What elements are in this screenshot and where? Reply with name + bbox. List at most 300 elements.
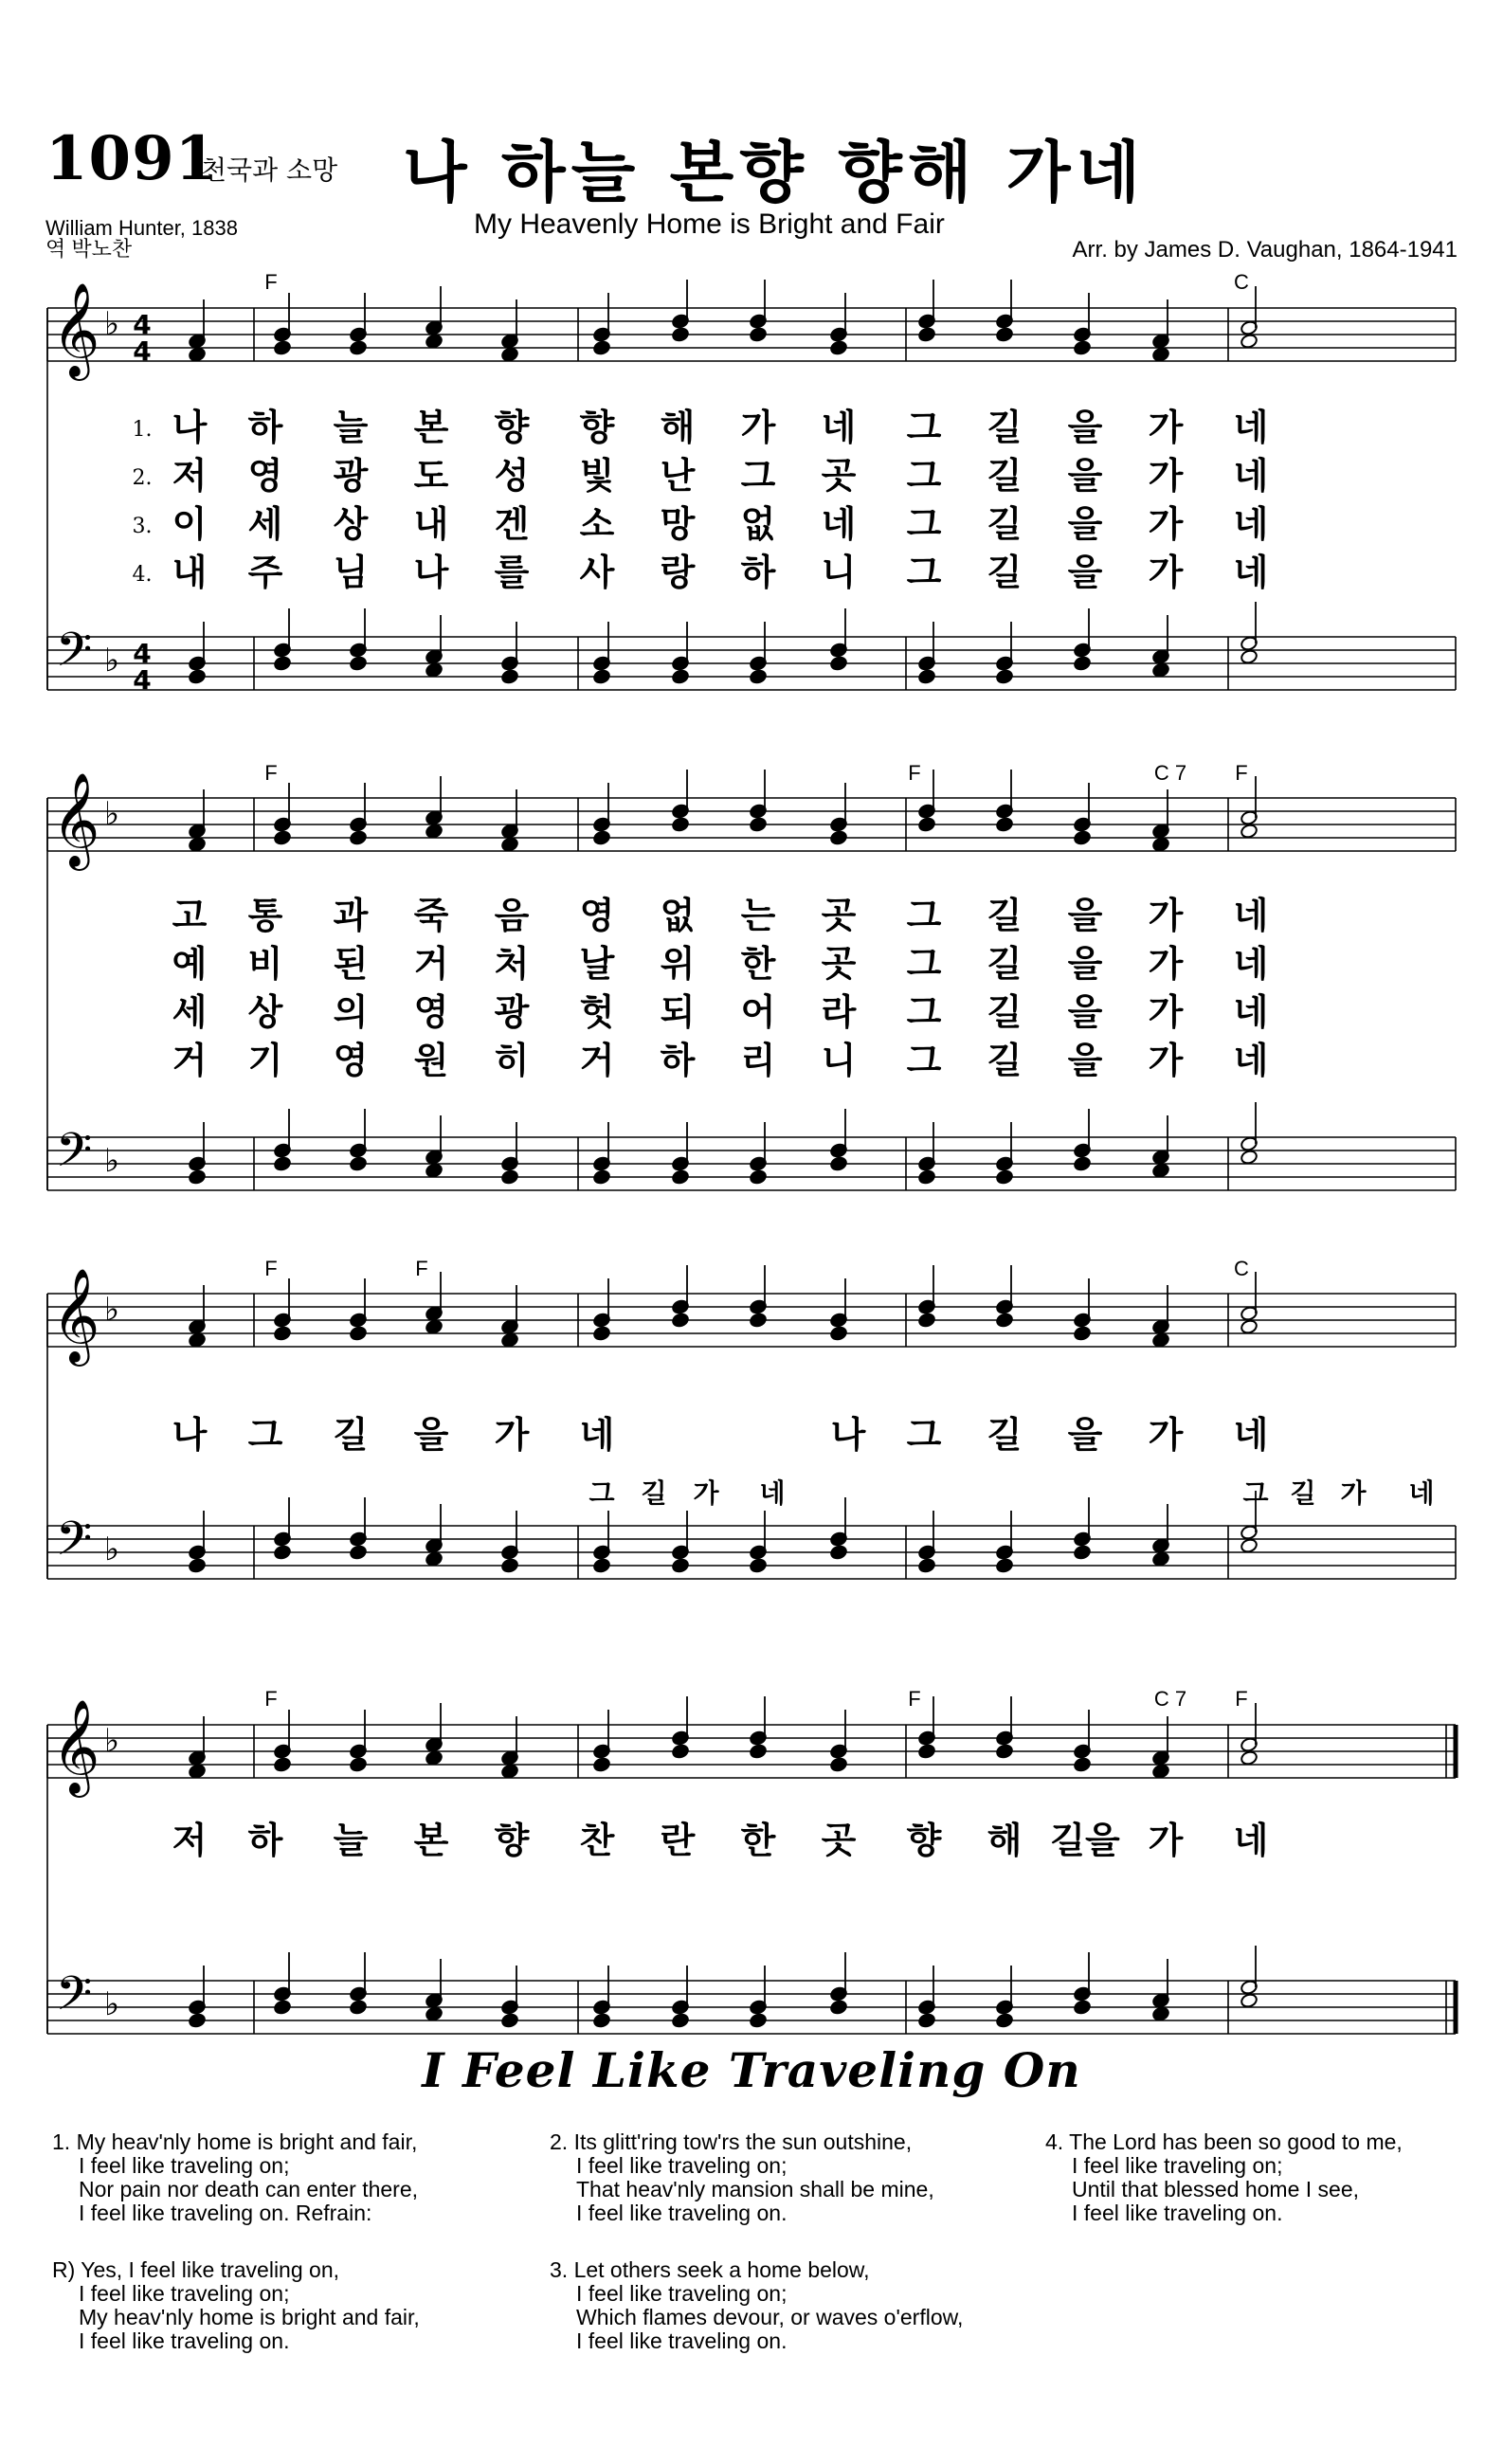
- notehead: [1240, 649, 1258, 665]
- time-signature: 4: [133, 664, 152, 696]
- lyric-syllable: 없: [740, 503, 776, 545]
- lyric-syllable: 랑: [660, 552, 696, 593]
- notehead: [188, 837, 206, 853]
- lyric-syllable: 되: [660, 991, 696, 1033]
- chord-symbol: F: [1235, 761, 1248, 785]
- lyric-syllable: 그: [906, 503, 942, 545]
- lyric-syllable: 그: [247, 1414, 283, 1456]
- lyric-syllable: 본: [413, 1820, 449, 1861]
- lyric-syllable: 을: [1067, 943, 1103, 985]
- notehead: [995, 2013, 1013, 2029]
- key-flat-icon: ♭: [103, 305, 120, 343]
- notehead: [749, 1313, 767, 1329]
- treble-clef-icon: 𝄞: [51, 1699, 100, 1794]
- notehead: [917, 1558, 935, 1574]
- echo-syllable: 가: [1340, 1477, 1367, 1509]
- lyric-syllable: 원: [413, 1040, 449, 1081]
- notehead: [1151, 1163, 1169, 1179]
- lyric-syllable: 사: [579, 552, 615, 593]
- notehead: [349, 830, 367, 846]
- notehead: [349, 1156, 367, 1172]
- verse-number: 1.: [132, 418, 153, 442]
- lyric-syllable: 을: [1067, 552, 1103, 593]
- hymn-title: 나 하늘 본향 향해 가네: [403, 134, 1147, 211]
- verse-line: I feel like traveling on.: [79, 2328, 290, 2353]
- lyric-syllable: 네: [1233, 991, 1269, 1033]
- verse-line: I feel like traveling on. Refrain:: [79, 2201, 372, 2225]
- verse-line: 2. Its glitt'ring tow'rs the sun outshine,: [550, 2129, 913, 2154]
- verse-line: Nor pain nor death can enter there,: [79, 2177, 419, 2201]
- notehead: [917, 327, 935, 343]
- lyric-syllable: 가: [1148, 552, 1184, 593]
- lyric-syllable: 소: [579, 503, 615, 545]
- lyric-syllable: 네: [1233, 503, 1269, 545]
- lyric-syllable: 곳: [821, 943, 857, 985]
- notehead: [592, 1558, 610, 1574]
- time-signature: 4: [133, 335, 152, 367]
- lyric-syllable: 통: [247, 895, 283, 936]
- lyric-syllable: 고: [172, 895, 208, 936]
- lyric-syllable: 가: [1148, 407, 1184, 448]
- lyric-syllable: 길: [333, 1414, 369, 1456]
- lyric-syllable: 그: [906, 1040, 942, 1081]
- verse-line: I feel like traveling on.: [1072, 2201, 1283, 2225]
- notehead: [1151, 662, 1169, 679]
- verse-line: I feel like traveling on;: [1072, 2153, 1283, 2178]
- notehead: [425, 1551, 443, 1567]
- lyric-syllable: 는: [740, 895, 776, 936]
- notehead: [349, 1545, 367, 1561]
- notehead: [425, 2006, 443, 2022]
- lyric-syllable: 어: [740, 991, 776, 1033]
- notehead: [1240, 1993, 1258, 2009]
- lyric-syllable: 리: [740, 1040, 776, 1081]
- lyric-syllable: 가: [1148, 943, 1184, 985]
- lyric-syllable: 세: [247, 503, 283, 545]
- notehead: [592, 340, 610, 356]
- lyric-syllable: 그: [906, 455, 942, 497]
- lyric-syllable: 을: [1067, 895, 1103, 936]
- lyric-syllable: 예: [172, 943, 208, 985]
- lyric-syllable: 날: [579, 943, 615, 985]
- lyric-syllable: 를: [494, 552, 530, 593]
- author: William Hunter, 1838: [45, 216, 238, 240]
- notehead: [500, 1332, 518, 1349]
- lyric-syllable: 그: [906, 991, 942, 1033]
- lyric-syllable: 나: [172, 1414, 208, 1456]
- lyric-syllable: 가: [1148, 1820, 1184, 1861]
- verse-line: 1. My heav'nly home is bright and fair,: [52, 2129, 418, 2154]
- verse-line: Until that blessed home I see,: [1072, 2177, 1359, 2201]
- lyric-syllable: 세: [172, 991, 208, 1033]
- notehead: [829, 1326, 847, 1342]
- notehead: [1240, 1319, 1258, 1335]
- verse-line: My heav'nly home is bright and fair,: [79, 2305, 420, 2329]
- lyric-syllable: 나: [830, 1414, 866, 1456]
- notehead: [500, 669, 518, 685]
- lyric-syllable: 가: [1148, 503, 1184, 545]
- lyric-syllable: 본: [413, 407, 449, 448]
- notehead: [188, 669, 206, 685]
- translator: 역 박노찬: [45, 237, 133, 261]
- notehead: [995, 817, 1013, 833]
- verse-line: I feel like traveling on;: [79, 2281, 290, 2306]
- notehead: [1240, 1538, 1258, 1554]
- lyric-syllable: 저: [172, 1820, 208, 1861]
- notehead: [273, 1156, 291, 1172]
- bass-clef-icon: 𝄢: [55, 1123, 93, 1189]
- lyric-syllable: 길: [987, 991, 1023, 1033]
- verse-4: [1045, 2130, 1403, 2225]
- lyric-syllable: 길: [987, 407, 1023, 448]
- lyric-syllable: 주: [247, 552, 283, 593]
- notehead: [829, 1757, 847, 1773]
- lyric-syllable: 을: [1067, 1414, 1103, 1456]
- lyric-syllable: 향: [579, 407, 615, 448]
- notehead: [1240, 1750, 1258, 1766]
- notehead: [749, 2013, 767, 2029]
- notehead: [995, 1558, 1013, 1574]
- lyric-syllable: 네: [821, 503, 857, 545]
- chord-symbol: F: [264, 1687, 278, 1711]
- lyric-syllable: 네: [1233, 552, 1269, 593]
- time-signature: 4: [133, 309, 152, 340]
- lyric-syllable: 성: [494, 455, 530, 497]
- lyric-syllable: 영: [333, 1040, 369, 1081]
- echo-syllable: 길: [1290, 1477, 1316, 1509]
- lyric-syllable: 그: [906, 943, 942, 985]
- lyric-syllable: 한: [740, 1820, 776, 1861]
- notehead: [671, 1744, 689, 1760]
- verse-line: 4. The Lord has been so good to me,: [1045, 2129, 1403, 2154]
- notehead: [273, 1757, 291, 1773]
- treble-clef-icon: 𝄞: [51, 1268, 100, 1363]
- lyric-syllable: 나: [172, 407, 208, 448]
- lyric-syllable: 빛: [579, 455, 615, 497]
- lyric-syllable: 거: [172, 1040, 208, 1081]
- lyric-syllable: 없: [660, 895, 696, 936]
- lyric-syllable: 니: [821, 552, 857, 593]
- lyric-syllable: 그: [906, 407, 942, 448]
- notehead: [1151, 2006, 1169, 2022]
- notehead: [349, 1757, 367, 1773]
- lyric-syllable: 히: [494, 1040, 530, 1081]
- lyric-syllable: 네: [1233, 1040, 1269, 1081]
- lyric-syllable: 된: [333, 943, 369, 985]
- notehead: [671, 669, 689, 685]
- notehead: [829, 656, 847, 672]
- time-signature: 4: [133, 638, 152, 669]
- notehead: [917, 1744, 935, 1760]
- verse-3: [550, 2258, 963, 2353]
- lyric-syllable: 길: [987, 455, 1023, 497]
- notehead: [188, 2013, 206, 2029]
- lyric-syllable: 니: [821, 1040, 857, 1081]
- notehead: [749, 1744, 767, 1760]
- notehead: [500, 1558, 518, 1574]
- notehead: [1151, 1764, 1169, 1780]
- lyric-syllable: 늘: [333, 1820, 369, 1861]
- notehead: [1073, 2000, 1091, 2016]
- verse-number: 3.: [132, 515, 153, 538]
- notehead: [592, 2013, 610, 2029]
- lyric-syllable: 네: [821, 407, 857, 448]
- notehead: [671, 817, 689, 833]
- notehead: [671, 2013, 689, 2029]
- key-flat-icon: ♭: [103, 1985, 120, 2023]
- lyric-syllable: 을: [1067, 503, 1103, 545]
- verse-line: I feel like traveling on.: [576, 2201, 788, 2225]
- chord-symbol: F: [264, 270, 278, 294]
- lyric-syllable: 헛: [579, 991, 615, 1033]
- notehead: [1151, 347, 1169, 363]
- lyric-syllable: 나: [413, 552, 449, 593]
- lyric-syllable: 위: [660, 943, 696, 985]
- lyric-syllable: 하: [247, 1820, 283, 1861]
- lyric-syllable: 이: [172, 503, 208, 545]
- lyric-syllable: 곳: [821, 455, 857, 497]
- notehead: [273, 1326, 291, 1342]
- notehead: [500, 1169, 518, 1186]
- verse-number: 2.: [132, 466, 153, 490]
- lyric-syllable: 길: [987, 552, 1023, 593]
- lyric-syllable: 가: [740, 407, 776, 448]
- lyric-syllable: 하: [740, 552, 776, 593]
- notehead: [749, 327, 767, 343]
- lyric-syllable: 곳: [821, 895, 857, 936]
- refrain: [52, 2258, 420, 2353]
- chord-symbol: F: [264, 761, 278, 785]
- lyric-syllable: 내: [413, 503, 449, 545]
- key-flat-icon: ♭: [103, 1142, 120, 1180]
- chord-symbol: C 7: [1153, 1687, 1187, 1711]
- lyric-syllable: 처: [494, 943, 530, 985]
- notehead: [1240, 824, 1258, 840]
- lyric-syllable: 늘: [333, 407, 369, 448]
- bass-clef-icon: 𝄢: [55, 623, 93, 689]
- notehead: [829, 2000, 847, 2016]
- notehead: [425, 824, 443, 840]
- verse-line: That heav'nly mansion shall be mine,: [576, 2177, 934, 2201]
- notehead: [349, 2000, 367, 2016]
- lyric-syllable: 란: [660, 1820, 696, 1861]
- notehead: [425, 334, 443, 350]
- notehead: [273, 656, 291, 672]
- notehead: [829, 1156, 847, 1172]
- lyric-syllable: 의: [333, 991, 369, 1033]
- lyric-syllable: 그: [906, 1414, 942, 1456]
- key-flat-icon: ♭: [103, 642, 120, 679]
- notehead: [349, 656, 367, 672]
- lyric-syllable: 거: [579, 1040, 615, 1081]
- notehead: [1073, 340, 1091, 356]
- lyric-syllable: 가: [1148, 1040, 1184, 1081]
- lyric-syllable: 길: [987, 1040, 1023, 1081]
- lyric-syllable: 도: [413, 455, 449, 497]
- lyric-syllable: 님: [333, 552, 369, 593]
- notehead: [749, 817, 767, 833]
- notehead: [349, 340, 367, 356]
- echo-syllable: 그: [1242, 1477, 1269, 1509]
- lyric-syllable: 길: [987, 943, 1023, 985]
- notehead: [1240, 334, 1258, 350]
- notehead: [995, 1169, 1013, 1186]
- lyric-syllable: 겐: [494, 503, 530, 545]
- lyric-syllable: 해: [660, 407, 696, 448]
- notehead: [500, 2013, 518, 2029]
- lyric-syllable: 을: [413, 1414, 449, 1456]
- hymn-subtitle: My Heavenly Home is Bright and Fair: [474, 208, 945, 240]
- notehead: [995, 327, 1013, 343]
- lyric-syllable: 향: [494, 1820, 530, 1861]
- notehead: [917, 817, 935, 833]
- chord-symbol: F: [415, 1257, 428, 1280]
- notehead: [1240, 1150, 1258, 1166]
- notehead: [273, 1545, 291, 1561]
- lyric-syllable: 을: [1067, 407, 1103, 448]
- lyric-syllable: 그: [906, 552, 942, 593]
- verse-line: R) Yes, I feel like traveling on,: [52, 2257, 339, 2282]
- notehead: [995, 669, 1013, 685]
- notehead: [592, 1326, 610, 1342]
- notehead: [425, 1163, 443, 1179]
- lyric-syllable: 해: [987, 1820, 1023, 1861]
- notehead: [829, 1545, 847, 1561]
- notehead: [1151, 1551, 1169, 1567]
- notehead: [592, 1169, 610, 1186]
- echo-syllable: 그: [589, 1477, 615, 1509]
- lyric-syllable: 상: [333, 503, 369, 545]
- lyric-syllable: 라: [821, 991, 857, 1033]
- key-flat-icon: ♭: [103, 1531, 120, 1568]
- key-flat-icon: ♭: [103, 1291, 120, 1329]
- lyric-syllable: 길을: [1050, 1820, 1120, 1861]
- verse-line: 3. Let others seek a home below,: [550, 2257, 870, 2282]
- notehead: [1073, 656, 1091, 672]
- notehead: [1151, 1332, 1169, 1349]
- lyric-syllable: 과: [333, 895, 369, 936]
- notehead: [749, 1169, 767, 1186]
- notehead: [1073, 830, 1091, 846]
- lyric-syllable: 하: [660, 1040, 696, 1081]
- lyric-syllable: 향: [906, 1820, 942, 1861]
- verse-line: Which flames devour, or waves o'erflow,: [576, 2305, 964, 2329]
- notehead: [917, 2013, 935, 2029]
- lyric-syllable: 광: [333, 455, 369, 497]
- notehead: [917, 1169, 935, 1186]
- chord-symbol: C 7: [1153, 761, 1187, 785]
- lyric-syllable: 을: [1067, 455, 1103, 497]
- notehead: [273, 2000, 291, 2016]
- notehead: [592, 830, 610, 846]
- chord-symbol: F: [1235, 1687, 1248, 1711]
- lyric-syllable: 하: [247, 407, 283, 448]
- echo-syllable: 길: [641, 1477, 667, 1509]
- arranger: Arr. by James D. Vaughan, 1864-1941: [1072, 237, 1458, 263]
- verse-line: I feel like traveling on;: [576, 2281, 788, 2306]
- notehead: [500, 837, 518, 853]
- key-flat-icon: ♭: [103, 795, 120, 833]
- lyric-syllable: 영: [413, 991, 449, 1033]
- lyric-syllable: 네: [1233, 895, 1269, 936]
- echo-syllable: 네: [759, 1477, 786, 1509]
- lyric-syllable: 한: [740, 943, 776, 985]
- notehead: [425, 1750, 443, 1766]
- lyric-syllable: 을: [1067, 1040, 1103, 1081]
- chord-symbol: C: [1234, 270, 1249, 294]
- echo-syllable: 가: [693, 1477, 719, 1509]
- verse-line: I feel like traveling on.: [576, 2328, 788, 2353]
- echo-syllable: 네: [1408, 1477, 1435, 1509]
- chord-symbol: F: [908, 1687, 921, 1711]
- lyric-syllable: 죽: [413, 895, 449, 936]
- lyric-syllable: 길: [987, 895, 1023, 936]
- notehead: [671, 327, 689, 343]
- lyric-syllable: 난: [660, 455, 696, 497]
- notehead: [500, 1764, 518, 1780]
- notehead: [592, 1757, 610, 1773]
- english-title: I Feel Like Traveling On: [422, 2042, 1081, 2098]
- treble-clef-icon: 𝄞: [51, 282, 100, 377]
- hymn-category: 천국과 소망: [201, 154, 338, 186]
- notehead: [1073, 1156, 1091, 1172]
- lyric-syllable: 거: [413, 943, 449, 985]
- notehead: [1151, 837, 1169, 853]
- notehead: [500, 347, 518, 363]
- verse-line: I feel like traveling on;: [576, 2153, 788, 2178]
- lyric-syllable: 찬: [579, 1820, 615, 1861]
- lyric-syllable: 길: [987, 503, 1023, 545]
- lyric-syllable: 그: [740, 455, 776, 497]
- lyric-syllable: 가: [1148, 895, 1184, 936]
- lyric-syllable: 네: [1233, 943, 1269, 985]
- notehead: [1073, 1757, 1091, 1773]
- notehead: [188, 347, 206, 363]
- key-flat-icon: ♭: [103, 1722, 120, 1760]
- lyric-syllable: 곳: [821, 1820, 857, 1861]
- lyric-syllable: 네: [1233, 455, 1269, 497]
- lyric-syllable: 향: [494, 407, 530, 448]
- lyric-syllable: 네: [1233, 407, 1269, 448]
- notehead: [749, 1558, 767, 1574]
- notehead: [917, 1313, 935, 1329]
- lyric-syllable: 그: [906, 895, 942, 936]
- notehead: [1073, 1326, 1091, 1342]
- notehead: [995, 1744, 1013, 1760]
- lyric-syllable: 영: [247, 455, 283, 497]
- notehead: [829, 340, 847, 356]
- bass-clef-icon: 𝄢: [55, 1966, 93, 2033]
- verse-1: [52, 2130, 418, 2225]
- lyric-syllable: 길: [987, 1414, 1023, 1456]
- notehead: [188, 1764, 206, 1780]
- bass-clef-icon: 𝄢: [55, 1512, 93, 1578]
- notehead: [188, 1332, 206, 1349]
- hymn-number: 1091: [45, 123, 219, 194]
- verse-number: 4.: [132, 563, 153, 587]
- lyric-syllable: 상: [247, 991, 283, 1033]
- lyric-syllable: 을: [1067, 991, 1103, 1033]
- notehead: [273, 340, 291, 356]
- notehead: [671, 1169, 689, 1186]
- lyric-syllable: 네: [1233, 1414, 1269, 1456]
- notehead: [995, 1313, 1013, 1329]
- verse-2: [550, 2130, 934, 2225]
- lyric-syllable: 네: [1233, 1820, 1269, 1861]
- lyric-syllable: 가: [1148, 991, 1184, 1033]
- notehead: [829, 830, 847, 846]
- notehead: [917, 669, 935, 685]
